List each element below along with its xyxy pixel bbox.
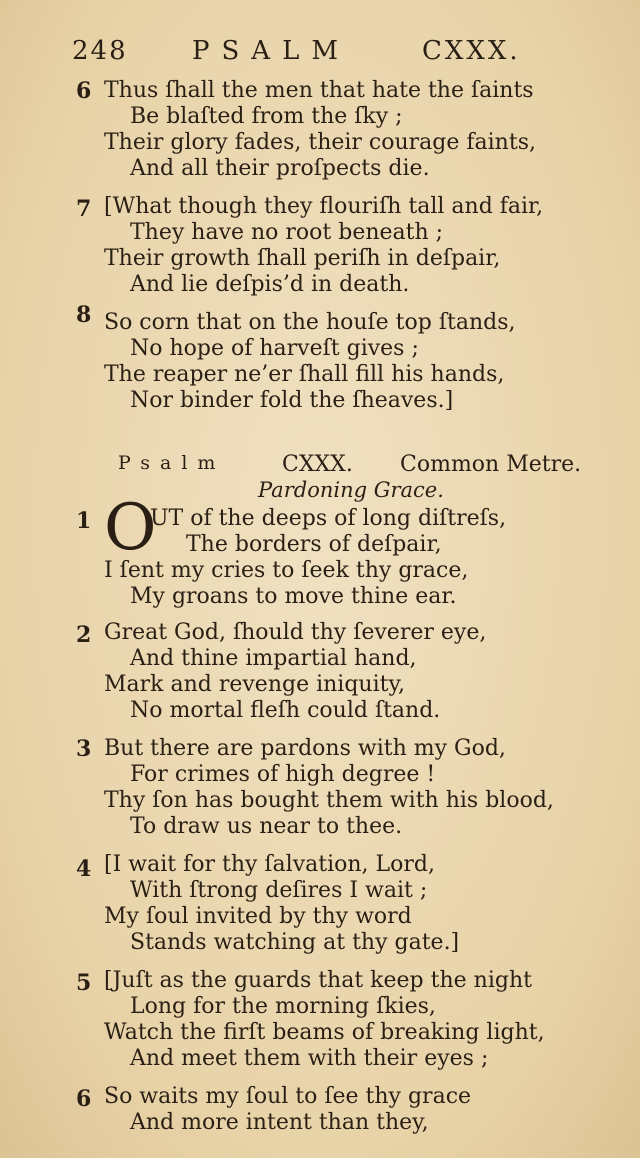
verse-line: The reaper ne’er ſhall fill his hands, — [104, 362, 505, 387]
verse-line: I ſent my cries to ſeek thy grace, — [104, 558, 469, 583]
verse-number: 6 — [76, 1086, 92, 1112]
verse-line: To draw us near to thee. — [130, 814, 403, 839]
verse-line: They have no root beneath ; — [130, 220, 444, 245]
verse-line: Stands watching at thy gate.] — [130, 930, 460, 955]
psalm-subtitle: Pardoning Grace. — [258, 478, 444, 502]
verse-line: [What though they flouriſh tall and fair, — [104, 194, 544, 219]
verse-line: So waits my ſoul to ſee thy grace — [104, 1084, 472, 1109]
verse-line: Thy ſon has bought them with his blood, — [104, 788, 554, 813]
verse-number: 4 — [76, 856, 92, 882]
verse-line: [I wait for thy ſalvation, Lord, — [104, 852, 435, 877]
running-head-number: CXXX. — [422, 36, 521, 66]
verse-number: 5 — [76, 970, 92, 996]
verse-number: 3 — [76, 736, 92, 762]
verse-number: 6 — [76, 78, 92, 104]
verse-line: [Juſt as the guards that keep the night — [104, 968, 532, 993]
verse-line: Be blaſted from the ſky ; — [130, 104, 403, 129]
verse-line: And all their proſpects die. — [130, 156, 430, 181]
verse-line: UT of the deeps of long diſtreſs, — [150, 506, 507, 531]
verse-line: But there are pardons with my God, — [104, 736, 506, 761]
verse-line: Nor binder fold the ſheaves.] — [130, 388, 454, 413]
running-head-psalm: PSALM — [192, 36, 350, 66]
verse-line: For crimes of high degree ! — [130, 762, 436, 787]
verse-number: 8 — [76, 302, 92, 328]
verse-line: And lie deſpis’d in death. — [130, 272, 410, 297]
verse-number: 1 — [76, 508, 92, 534]
page-number: 248 — [72, 36, 128, 66]
drop-cap: O — [104, 491, 157, 565]
verse-line: Great God, ſhould thy ſeverer eye, — [104, 620, 487, 645]
verse-line: With ſtrong deſires I wait ; — [130, 878, 428, 903]
verse-line: Long for the morning ſkies, — [130, 994, 436, 1019]
verse-line: So corn that on the houſe top ſtands, — [104, 310, 516, 335]
verse-number: 7 — [76, 196, 92, 222]
psalm-number: CXXX. — [282, 452, 353, 477]
psalm-word: Psalm — [118, 452, 226, 474]
verse-line: Thus ſhall the men that hate the ſaints — [104, 78, 534, 103]
verse-line: The borders of deſpair, — [186, 532, 442, 557]
verse-line: Mark and revenge iniquity, — [104, 672, 405, 697]
running-head — [72, 36, 552, 70]
verse-line: My ſoul invited by thy word — [104, 904, 412, 929]
verse-line: No mortal fleſh could ſtand. — [130, 698, 441, 723]
verse-line: Their growth ſhall periſh in deſpair, — [104, 246, 501, 271]
verse-line: And more intent than they, — [130, 1110, 429, 1135]
verse-line: And meet them with their eyes ; — [130, 1046, 489, 1071]
verse-line: Watch the firſt beams of breaking light, — [104, 1020, 545, 1045]
verse-line: Their glory fades, their courage faints, — [104, 130, 536, 155]
psalm-metre: Common Metre. — [400, 452, 582, 477]
verse-number: 2 — [76, 622, 92, 648]
verse-line: My groans to move thine ear. — [130, 584, 457, 609]
verse-line: And thine impartial hand, — [130, 646, 417, 671]
verse-line: No hope of harveſt gives ; — [130, 336, 419, 361]
